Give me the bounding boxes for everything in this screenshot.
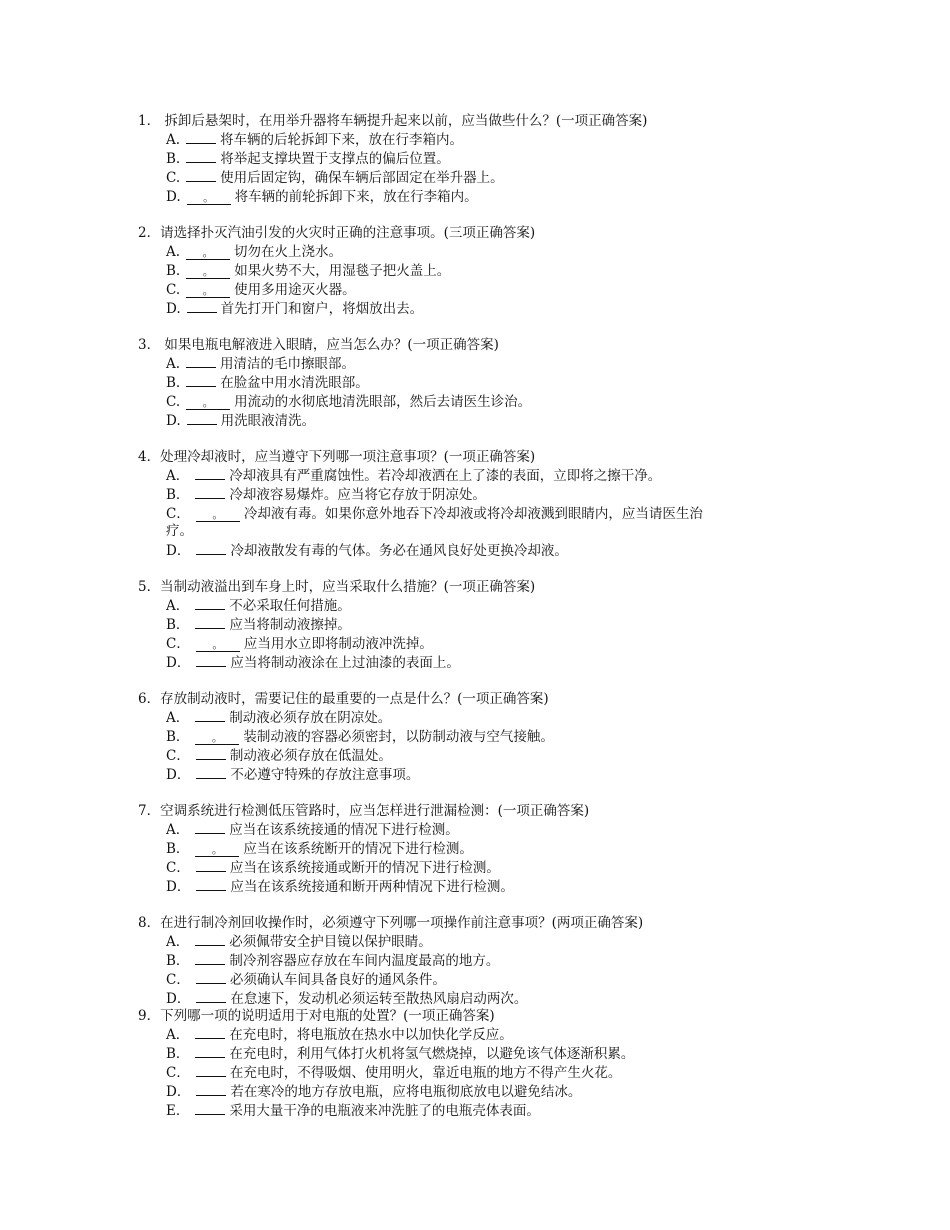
- question-3-text: 3． 如果电瓶电解液进入眼睛，应当怎么办？(一项正确答案): [138, 337, 499, 353]
- question-4-text: 4．处理冷却液时，应当遵守下列哪一项注意事项？(一项正确答案): [138, 449, 536, 465]
- q9-option-c: [166, 1064, 621, 1083]
- option-letter: C.: [166, 394, 181, 410]
- option-letter: D．: [166, 1084, 191, 1100]
- q3-option-c: [166, 393, 531, 412]
- option-text: 用洗眼液清洗。: [220, 413, 316, 429]
- option-text: 用流动的水彻底地清洗眼部，然后去请医生诊治。: [234, 394, 532, 410]
- q1-option-d: [166, 188, 478, 207]
- option-text: 应当用水立即将制动液冲洗掉。: [243, 636, 433, 652]
- answer-blank[interactable]: [187, 412, 217, 425]
- option-letter: C．: [166, 636, 190, 652]
- option-letter: D.: [166, 301, 181, 317]
- q3-option-b: [166, 374, 369, 393]
- q9-option-b: [166, 1045, 634, 1064]
- answer-blank[interactable]: 。: [186, 397, 230, 410]
- q5-option-d: [166, 654, 460, 673]
- question-6-text: 6．存放制动液时，需要记住的最重要的一点是什么？(一项正确答案): [138, 691, 549, 707]
- answer-blank[interactable]: [196, 1064, 226, 1077]
- answer-blank[interactable]: 。: [186, 285, 230, 298]
- q6-option-a: [166, 709, 391, 728]
- q8-option-b: [166, 952, 499, 971]
- q4-option-c-continuation: 疗。: [166, 523, 193, 539]
- answer-blank[interactable]: [196, 971, 226, 984]
- answer-blank[interactable]: [186, 150, 216, 163]
- option-text: 将车辆的前轮拆卸下来，放在行李箱内。: [234, 189, 478, 205]
- answer-blank[interactable]: [186, 374, 216, 387]
- option-text: 如果火势不大，用湿毯子把火盖上。: [234, 263, 451, 279]
- option-text: 在脸盆中用水清洗眼部。: [220, 375, 369, 391]
- q1-option-a: [166, 131, 463, 150]
- q2-option-b: [166, 262, 450, 281]
- option-text: 采用大量干净的电瓶液来冲洗脏了的电瓶壳体表面。: [229, 1103, 540, 1119]
- option-letter: A．: [166, 822, 190, 838]
- option-text: 应当在该系统接通和断开两种情况下进行检测。: [230, 879, 514, 895]
- option-text: 将举起支撑块置于支撑点的偏后位置。: [220, 151, 450, 167]
- q5-option-a: [166, 597, 351, 616]
- q5-option-c: [166, 635, 433, 654]
- option-letter: D．: [166, 879, 191, 895]
- option-letter: A.: [166, 356, 181, 372]
- answer-blank[interactable]: [195, 952, 225, 965]
- option-letter: E．: [166, 1103, 190, 1119]
- option-letter: B.: [166, 151, 181, 167]
- option-text: 冷却液散发有毒的气体。务必在通风良好处更换冷却液。: [230, 543, 568, 559]
- q4-option-d: [166, 542, 568, 561]
- q7-option-a: [166, 821, 459, 840]
- q4-option-c: [166, 505, 703, 524]
- q8-option-a: [166, 933, 432, 952]
- option-letter: B．: [166, 841, 190, 857]
- option-letter: A．: [166, 468, 190, 484]
- option-letter: C．: [166, 860, 190, 876]
- q1-option-b: [166, 150, 450, 169]
- question-9-text: 9．下列哪一项的说明适用于对电瓶的处置？(一项正确答案): [138, 1008, 495, 1024]
- option-text: 冷却液容易爆炸。应当将它存放于阴凉处。: [229, 487, 486, 503]
- option-text: 在充电时，将电瓶放在热水中以加快化学反应。: [229, 1027, 513, 1043]
- q8-option-c: [166, 971, 446, 990]
- option-letter: A．: [166, 598, 190, 614]
- answer-blank[interactable]: 。: [195, 844, 239, 857]
- answer-blank[interactable]: [186, 355, 216, 368]
- option-letter: B．: [166, 1046, 190, 1062]
- option-text: 冷却液有毒。如果你意外地吞下冷却液或将冷却液溅到眼睛内，应当请医生治: [243, 506, 703, 522]
- answer-blank[interactable]: [195, 467, 225, 480]
- q2-option-d: [166, 300, 423, 319]
- option-text: 使用后固定钩，确保车辆后部固定在举升器上。: [220, 170, 504, 186]
- answer-blank[interactable]: [186, 169, 216, 182]
- option-letter: B.: [166, 375, 181, 391]
- question-7-text: 7．空调系统进行检测低压管路时，应当怎样进行泄漏检测：(一项正确答案): [138, 803, 590, 819]
- q4-option-b: [166, 486, 486, 505]
- option-letter: A.: [166, 132, 181, 148]
- q2-option-a: [166, 243, 342, 262]
- answer-blank[interactable]: [186, 131, 216, 144]
- option-text: 在充电时，不得吸烟、使用明火，靠近电瓶的地方不得产生火花。: [229, 1065, 622, 1081]
- question-5-text: 5．当制动液溢出到车身上时，应当采取什么措施？(一项正确答案): [138, 579, 536, 595]
- option-text: 装制动液的容器必须密封，以防制动液与空气接触。: [243, 729, 554, 745]
- option-letter: D．: [166, 767, 191, 783]
- option-text: 切勿在火上浇水。: [234, 244, 343, 260]
- option-letter: A．: [166, 1027, 190, 1043]
- q3-option-d: [166, 412, 315, 431]
- answer-blank[interactable]: [196, 859, 226, 872]
- option-text: 制动液必须存放在低温处。: [229, 748, 392, 764]
- q6-option-b: [166, 728, 554, 747]
- option-text: 应当在该系统接通的情况下进行检测。: [229, 822, 459, 838]
- option-letter: A．: [166, 710, 190, 726]
- option-text: 必须确认车间具备良好的通风条件。: [229, 972, 446, 988]
- option-letter: C．: [166, 972, 190, 988]
- answer-blank[interactable]: [195, 1102, 225, 1115]
- option-letter: C.: [166, 170, 181, 186]
- q7-option-c: [166, 859, 500, 878]
- option-text: 在充电时，利用气体打火机将氢气燃烧掉，以避免该气体逐渐积累。: [229, 1046, 635, 1062]
- option-text: 不必遵守特殊的存放注意事项。: [230, 767, 420, 783]
- option-letter: B．: [166, 487, 190, 503]
- answer-blank[interactable]: [195, 821, 225, 834]
- answer-blank[interactable]: [195, 1026, 225, 1039]
- option-letter: D.: [166, 189, 181, 205]
- answer-blank[interactable]: [196, 878, 226, 891]
- answer-blank[interactable]: [195, 597, 225, 610]
- q2-option-c: [166, 281, 356, 300]
- option-text: 应当在该系统接通或断开的情况下进行检测。: [229, 860, 500, 876]
- option-text: 用清洁的毛巾擦眼部。: [220, 356, 356, 372]
- option-text: 若在寒冷的地方存放电瓶，应将电瓶彻底放电以避免结冰。: [230, 1084, 582, 1100]
- answer-blank[interactable]: 。: [195, 732, 239, 745]
- option-text: 应当将制动液涂在上过油漆的表面上。: [230, 655, 460, 671]
- q7-option-d: [166, 878, 514, 897]
- answer-blank[interactable]: 。: [186, 266, 230, 279]
- q3-option-a: [166, 355, 355, 374]
- option-letter: C．: [166, 748, 190, 764]
- q4-option-a: [166, 467, 661, 486]
- option-letter: A．: [166, 934, 190, 950]
- q6-option-c: [166, 747, 392, 766]
- answer-blank[interactable]: [195, 1045, 225, 1058]
- answer-blank[interactable]: 。: [196, 639, 240, 652]
- option-letter: C．: [166, 1065, 190, 1081]
- answer-blank[interactable]: 。: [196, 509, 240, 522]
- option-letter: D．: [166, 655, 191, 671]
- option-text: 在怠速下，发动机必须运转至散热风扇启动两次。: [230, 991, 528, 1007]
- q5-option-b: [166, 616, 351, 635]
- answer-blank[interactable]: [187, 300, 217, 313]
- q1-option-c: [166, 169, 504, 188]
- option-text: 冷却液具有严重腐蚀性。若冷却液洒在上了漆的表面，立即将之擦干净。: [229, 468, 662, 484]
- answer-blank[interactable]: [196, 990, 226, 1003]
- option-text: 制冷剂容器应存放在车间内温度最高的地方。: [229, 953, 500, 969]
- option-text: 首先打开门和窗户，将烟放出去。: [220, 301, 424, 317]
- answer-blank[interactable]: [196, 747, 226, 760]
- question-8-text: 8．在进行制冷剂回收操作时，必须遵守下列哪一项操作前注意事项？(两项正确答案): [138, 915, 644, 931]
- option-letter: D．: [166, 991, 191, 1007]
- q9-option-d: [166, 1083, 581, 1102]
- option-letter: C.: [166, 282, 181, 298]
- option-text: 将车辆的后轮拆卸下来，放在行李箱内。: [220, 132, 464, 148]
- option-letter: B．: [166, 953, 190, 969]
- question-2-text: 2．请选择扑灭汽油引发的火灾时正确的注意事项。(三项正确答案): [138, 225, 536, 241]
- option-letter: B．: [166, 729, 190, 745]
- answer-blank[interactable]: [196, 542, 226, 555]
- answer-blank[interactable]: [196, 654, 226, 667]
- answer-blank[interactable]: [195, 486, 225, 499]
- answer-blank[interactable]: 。: [187, 192, 231, 205]
- option-letter: B．: [166, 617, 190, 633]
- answer-blank[interactable]: 。: [186, 247, 230, 260]
- q7-option-b: [166, 840, 473, 859]
- option-letter: C．: [166, 506, 190, 522]
- option-text: 不必采取任何措施。: [229, 598, 351, 614]
- option-letter: D.: [166, 413, 181, 429]
- option-letter: A.: [166, 244, 181, 260]
- option-text: 必须佩带安全护目镜以保护眼睛。: [229, 934, 432, 950]
- question-1-text: 1． 拆卸后悬架时，在用举升器将车辆提升起来以前，应当做些什么？(一项正确答案): [138, 113, 648, 129]
- answer-blank[interactable]: [195, 616, 225, 629]
- answer-blank[interactable]: [195, 709, 225, 722]
- answer-blank[interactable]: [196, 766, 226, 779]
- option-letter: B.: [166, 263, 181, 279]
- option-text: 制动液必须存放在阴凉处。: [229, 710, 392, 726]
- option-text: 应当在该系统断开的情况下进行检测。: [243, 841, 473, 857]
- option-text: 使用多用途灭火器。: [234, 282, 356, 298]
- q9-option-e: [166, 1102, 540, 1121]
- q6-option-d: [166, 766, 419, 785]
- answer-blank[interactable]: [196, 1083, 226, 1096]
- q9-option-a: [166, 1026, 513, 1045]
- answer-blank[interactable]: [195, 933, 225, 946]
- option-text: 应当将制动液擦掉。: [229, 617, 351, 633]
- option-letter: D．: [166, 543, 191, 559]
